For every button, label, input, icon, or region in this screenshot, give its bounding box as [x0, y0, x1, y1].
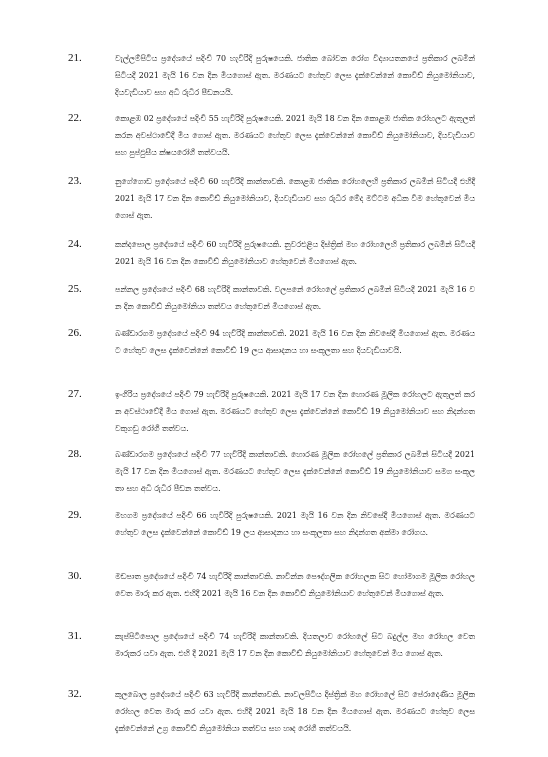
- item-text: කන්දපොල ප්‍රදේශයේ පදිංචි 60 හැවිරිදි පුරුෂයෙකි. නුවරඑළිය දිස්ත්‍රික් මහ රෝහලෙහි ප්‍රතිකාර ලබමින් සිටියදී 2021 මැයි 16 වන දින කොවිඩ් නියුමෝනියාව හේතුවෙන් මියගොස් ඇත.: [115, 240, 475, 266]
- item-number: 27.: [68, 388, 82, 400]
- item-number: 30.: [68, 570, 82, 582]
- item-text: බණ්ඩාරගම ප්‍රදේශයේ පදිංචි 77 හැවිරිදි කාන්තාවකි. හොරණ මූලික රෝහලේ ප්‍රතිකාර ලබමින් සිටියදී 2021 මැයි 17 වන දින මියගොස් ඇත. මරණයට හේතුව ලෙස දැක්වෙන්නේ කොවිඩ් 19 නියුමෝනියාව සමග සංකූලතා සහ අධි රුධිර පීඩන තත්වය.: [115, 450, 475, 493]
- item-number: 29.: [68, 509, 82, 521]
- item-text: කොළඹ 02 ප්‍රදේශයේ පදිංචි 55 හැවිරිදි පුරුෂයෙකි. 2021 මැයි 18 වන දින කොළඹ ජාතික රෝහලට ඇතුලත් කරන අවස්ථාවේදී මිය ගොස් ඇත. මරණයට හේතුව ලෙස දැක්වෙන්නේ කොවිඩ් නියුමෝනියාව, දියවැඩියාව සහ පුප්ඵුසීය ක්ෂයරෝගී තත්වයයි.: [115, 114, 475, 157]
- item-number: 24.: [68, 238, 82, 250]
- item-number: 28.: [68, 448, 82, 460]
- item-text: මඩපාත ප්‍රදේශයේ පදිංචි 74 හැවිරිදි කාන්තාවකි. නාවින්න පෞද්ගලික රෝහලක සිට හෝමාගම මූලික රෝහල වෙත මාරු කර ඇත. එහිදී 2021 මැයි 16 වන දින කොවිඩ් නියුමෝනියාව හේතුවෙන් මියගොස් ඇත.: [115, 572, 475, 598]
- item-text: නුගේගොඩ ප්‍රදේශයේ පදිංචි 60 හැවිරිදි කාන්තාවකි. කොළඹ ජාතික රෝහලෙහි ප්‍රතිකාර ලබමින් සිටියදී එහිදී 2021 මැයි 17 වන දින කොවිඩ් නියුමෝනියාව, දියවැඩියාව සහ රුධිර මේද මට්ටම අධික වීම හේතුවෙන් මිය ගොස් ඇත.: [115, 177, 475, 220]
- item-number: 32.: [68, 688, 82, 700]
- item-text: මහගම ප්‍රදේශයේ පදිංචි 66 හැවිරිදි පුරුෂයෙකි. 2021 මැයි 16 වන දින නිවසේදී මියගොස් ඇත. මරණයට හේතුව ලෙස දැක්වෙන්නේ කොවිඩ් 19 ලය ආසාදනය හා සංකූලතා සහ නිදන්ගත අක්මා රෝගය.: [115, 511, 475, 537]
- item-text: වැල්ලම්පිටිය ප්‍රදේශයේ පදිංචි 70 හැවිරිදි පුරුෂයෙකි. ජාතික බෝවන රෝග විද්‍යායතනයේ ප්‍රතිකාර ලබමින් සිටියදී 2021 මැයි 16 වන දින මියගොස් ඇත. මරණයට හේතුව ලෙස දැක්වෙන්නේ කොවිඩ් නියුමෝනියාව, දියවැඩියාව සහ අධි රුධිර පීඩනයයි.: [115, 54, 475, 97]
- item-number: 21.: [68, 52, 82, 64]
- item-number: 26.: [68, 327, 82, 339]
- item-number: 25.: [68, 283, 82, 295]
- item-text: කැප්පිටිපොල ප්‍රදේශයේ පදිංචි 74 හැවිරිදි කාන්තාවකි. දියතලාව රෝහලේ සිට බදුල්ල මහ රෝහල වෙත මාරුකර යවා ඇත. එහි දී 2021 මැයි 17 වන දින කොවිඩ් නියුමෝනියාව හේතුවෙන් මිය ගොස් ඇත.: [115, 632, 475, 658]
- item-text: කුලබොල ප්‍රදේශයේ පදිංචි 63 හැවිරිදි කාන්තාවකි. නාවලපිටිය දිස්ත්‍රික් මහ රෝහලේ සිට පේරාදෙණිය මූලික රෝහල වෙත මාරු කර යවා ඇත. එහිදී 2021 මැයි 18 වන දින මියගොස් ඇත. මරණයට හේතුව ලෙස දැක්වෙන්නේ උග්‍ර කොවිඩ් නියුමෝනියා තත්වය සහ හෘද රෝගී තත්වයයි.: [115, 690, 475, 733]
- item-number: 22.: [68, 112, 82, 124]
- item-text: ඉංගිරිය ප්‍රදේශයේ පදිංචි 79 හැවිරිදි පුරුෂයෙකි. 2021 මැයි 17 වන දින හොරණ මූලික රෝහලට ඇතුලත් කරන අවස්ථාවේදී මිය ගොස් ඇත. මරණයට හේතුව ලෙස දැක්වෙන්නේ කොවිඩ් 19 නියුමෝනියාව සහ නිදන්ගත වකුගඩු රෝගී තත්වය.: [115, 390, 475, 433]
- item-number: 23.: [68, 175, 82, 187]
- item-text: බණ්ඩාරගම ප්‍රදේශයේ පදිංචි 94 හැවිරිදි කාන්තාවකි. 2021 මැයි 16 වන දින නිවසේදී මියගොස් ඇත. මරණයට හේතුව ලෙස දැක්වෙන්නේ කොවිඩ් 19 ලය ආසාදනය හා සංකූලතා සහ දියවැඩියාවයි.: [115, 329, 475, 355]
- item-number: 31.: [68, 630, 82, 642]
- item-text: පන්නල ප්‍රදේශයේ පදිංචි 68 හැවිරිදි කාන්තාවකි. වලපනේ රෝහලේ ප්‍රතිකාර ලබමින් සිටියදී 2021 මැයි 16 වන දින කොවිඩ් නියුමෝනියා තත්වය හේතුවෙන් මියගොස් ඇත.: [115, 285, 475, 311]
